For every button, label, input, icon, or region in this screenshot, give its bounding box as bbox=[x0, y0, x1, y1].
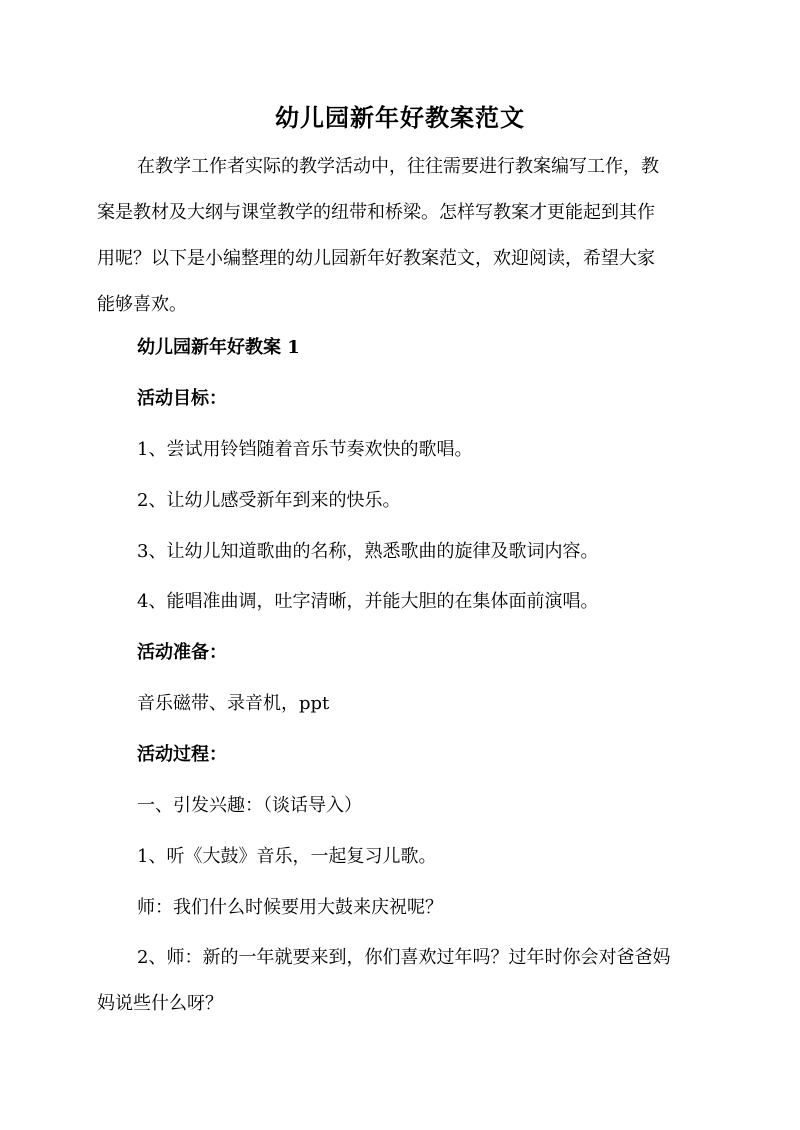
process-heading: 活动过程： bbox=[137, 744, 227, 765]
goal-item: 2、让幼儿感受新年到来的快乐。 bbox=[137, 490, 401, 511]
process-item: 师：我们什么时候要用大鼓来庆祝呢？ bbox=[137, 897, 443, 918]
prep-heading: 活动准备： bbox=[137, 642, 227, 663]
goals-heading: 活动目标： bbox=[137, 388, 227, 409]
section-title: 幼儿园新年好教案 1 bbox=[137, 337, 300, 358]
process-item: 1、听《大鼓》音乐，一起复习儿歌。 bbox=[137, 846, 437, 867]
process-item-line: 妈说些什么呀？ bbox=[97, 993, 223, 1014]
intro-paragraph-line: 能够喜欢。 bbox=[97, 294, 187, 315]
prep-text: 音乐磁带、录音机，ppt bbox=[137, 693, 330, 714]
page-title: 幼儿园新年好教案范文 bbox=[275, 103, 525, 132]
goal-item: 4、能唱准曲调，吐字清晰，并能大胆的在集体面前演唱。 bbox=[137, 591, 599, 612]
goal-item: 3、让幼儿知道歌曲的名称，熟悉歌曲的旋律及歌词内容。 bbox=[137, 541, 599, 562]
intro-paragraph-line: 在教学工作者实际的教学活动中，往往需要进行教案编写工作，教 bbox=[137, 156, 659, 177]
process-item-line: 2、师：新的一年就要来到，你们喜欢过年吗？过年时你会对爸爸妈 bbox=[137, 947, 671, 968]
intro-paragraph-line: 用呢？以下是小编整理的幼儿园新年好教案范文，欢迎阅读，希望大家 bbox=[97, 248, 655, 269]
intro-paragraph-line: 案是教材及大纲与课堂教学的纽带和桥梁。怎样写教案才更能起到其作 bbox=[97, 202, 655, 223]
goal-item: 1、尝试用铃铛随着音乐节奏欢快的歌唱。 bbox=[137, 439, 473, 460]
process-item: 一、引发兴趣：（谈话导入） bbox=[137, 795, 362, 816]
